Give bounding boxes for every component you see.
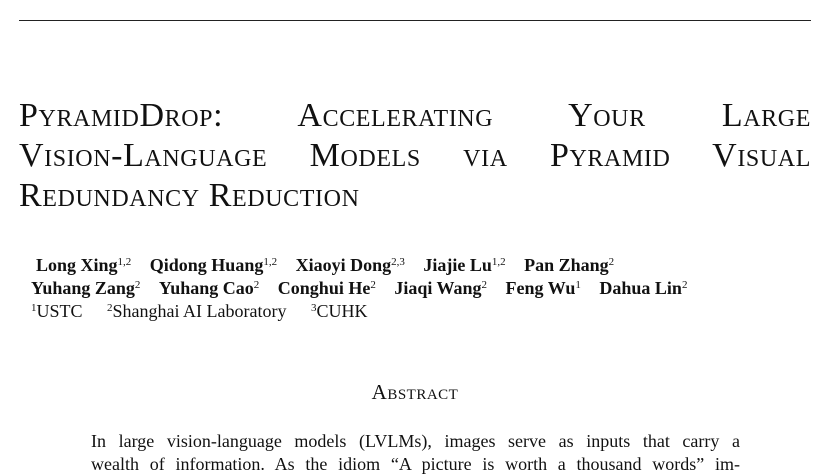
affiliation — [311, 301, 368, 321]
author-affil-sup: 1,2 — [263, 256, 278, 268]
title-line-3: Redundancy Reduction — [19, 177, 360, 214]
author-name: Jiajie Lu — [423, 255, 492, 275]
author-affil-sup: 2,3 — [391, 256, 405, 268]
author-name: Conghui He — [277, 278, 371, 298]
affiliation-name: USTC — [36, 301, 83, 321]
author — [31, 278, 140, 298]
author — [524, 255, 614, 275]
author-row-1 — [31, 254, 811, 277]
author-name: Qidong Huang — [149, 255, 264, 275]
affiliation-name: Shanghai AI Laboratory — [112, 301, 287, 321]
affiliation-name: CUHK — [316, 301, 368, 321]
author — [423, 255, 505, 275]
abstract-line-2: wealth of information. As the idiom “A picture is worth a thousand words” im- — [91, 454, 740, 474]
abstract-body — [91, 430, 740, 476]
author-name: Dahua Lin — [599, 278, 682, 298]
affiliation-sup: 3 — [310, 302, 317, 314]
title-line-2: Vision-Language Models via Pyramid Visual — [19, 137, 811, 174]
author — [278, 278, 376, 298]
top-rule — [19, 20, 811, 21]
author-affil-sup: 2 — [681, 279, 688, 291]
author — [150, 255, 277, 275]
author-affil-sup: 2 — [481, 279, 488, 291]
affiliation — [31, 301, 83, 321]
author — [599, 278, 687, 298]
affiliation-sup: 1 — [31, 302, 37, 314]
author-row-2 — [31, 277, 811, 300]
affiliation — [107, 301, 286, 321]
author-name: Yuhang Cao — [158, 278, 254, 298]
author-name: Xiaoyi Dong — [295, 255, 392, 275]
abstract-heading: Abstract — [371, 380, 459, 404]
author-affil-sup: 1,2 — [491, 256, 506, 268]
author-affil-sup: 1,2 — [117, 256, 132, 268]
title-line-1: PyramidDrop: Accelerating Your Large — [19, 97, 811, 134]
affiliation-sup: 2 — [107, 302, 113, 314]
abstract-line-1: In large vision-language models (LVLMs), images serve as inputs that carry a — [91, 431, 740, 451]
author — [394, 278, 487, 298]
author — [159, 278, 259, 298]
author-affil-sup: 2 — [608, 256, 615, 268]
paper-title — [19, 96, 811, 216]
author-name: Yuhang Zang — [31, 278, 135, 298]
author-name: Long Xing — [36, 255, 118, 275]
author-name: Feng Wu — [505, 278, 576, 298]
author-affil-sup: 2 — [134, 279, 141, 291]
author — [296, 255, 405, 275]
author-affil-sup: 1 — [575, 279, 581, 291]
author-name: Pan Zhang — [524, 255, 609, 275]
author-name: Jiaqi Wang — [394, 278, 482, 298]
author — [36, 255, 131, 275]
author-affil-sup: 2 — [253, 279, 260, 291]
author-block — [31, 254, 811, 323]
author-affil-sup: 2 — [370, 279, 376, 291]
affiliation-row — [31, 300, 811, 323]
author — [506, 278, 581, 298]
